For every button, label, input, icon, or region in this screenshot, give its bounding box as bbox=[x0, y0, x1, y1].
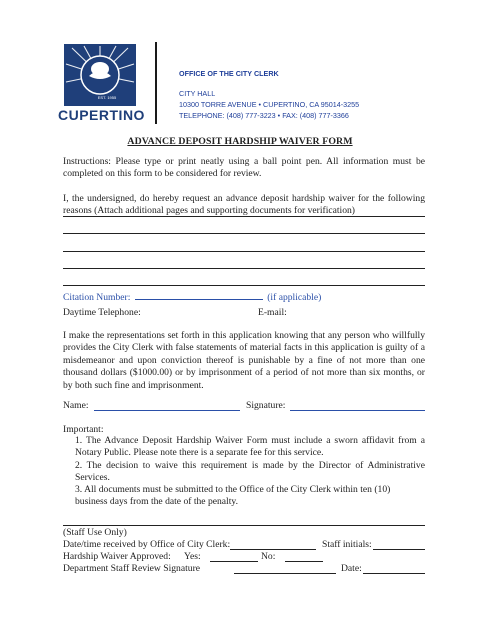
citation-number-field[interactable] bbox=[135, 299, 263, 300]
staff-heading: (Staff Use Only) bbox=[63, 527, 127, 538]
citation-label: Citation Number: bbox=[63, 292, 131, 303]
reason-line-5[interactable] bbox=[63, 285, 425, 286]
daytime-telephone-label: Daytime Telephone: bbox=[63, 307, 141, 318]
important-item-1: 1. The Advance Deposit Hardship Waiver Form must include a sworn affidavit from a Notary Public. Please note there is a separate fee for this service. bbox=[75, 435, 425, 459]
staff-initials-field[interactable] bbox=[373, 549, 425, 550]
reason-line-2[interactable] bbox=[63, 233, 425, 234]
phone-fax-line: TELEPHONE: (408) 777-3223 • FAX: (408) 777-3366 bbox=[179, 111, 349, 120]
office-title: OFFICE OF THE CITY CLERK bbox=[179, 69, 279, 78]
signature-label: Signature: bbox=[246, 400, 286, 411]
review-signature-field[interactable] bbox=[234, 573, 336, 574]
city-logo bbox=[62, 42, 152, 112]
logo-text: CUPERTINO bbox=[58, 107, 145, 123]
reason-line-4[interactable] bbox=[63, 268, 425, 269]
logo-seal-text: EST. 1955 bbox=[97, 95, 117, 100]
important-label: Important: bbox=[63, 424, 104, 435]
reason-line-3[interactable] bbox=[63, 251, 425, 252]
no-field[interactable] bbox=[285, 561, 323, 562]
name-label: Name: bbox=[63, 400, 89, 411]
citation-row bbox=[63, 292, 321, 303]
reason-line-1[interactable] bbox=[63, 216, 425, 217]
no-label: No: bbox=[261, 551, 276, 562]
waiver-approved-label: Hardship Waiver Approved: bbox=[63, 551, 171, 562]
date-received-label: Date/time received by Office of City Clerk: bbox=[63, 539, 231, 550]
important-item-3: 3. All documents must be submitted to the Office of the City Clerk within ten (10) business days from the date of the penalty. bbox=[75, 484, 391, 508]
yes-field[interactable] bbox=[210, 561, 258, 562]
date-label: Date: bbox=[341, 563, 362, 574]
date-received-field[interactable] bbox=[230, 549, 316, 550]
review-signature-label: Department Staff Review Signature bbox=[63, 563, 201, 574]
signature-field[interactable] bbox=[290, 410, 425, 411]
yes-label: Yes: bbox=[184, 551, 201, 562]
form-title: ADVANCE DEPOSIT HARDSHIP WAIVER FORM bbox=[127, 136, 353, 147]
citation-suffix: (if applicable) bbox=[267, 292, 322, 303]
name-field[interactable] bbox=[94, 410, 240, 411]
instructions-text: Instructions: Please type or print neatly using a ball point pen. All information must be completed on this form to be considered for review. bbox=[63, 156, 425, 180]
staff-divider bbox=[63, 525, 425, 526]
staff-initials-label: Staff initials: bbox=[322, 539, 372, 550]
address-line: 10300 TORRE AVENUE • CUPERTINO, CA 95014-3255 bbox=[179, 100, 360, 109]
email-label: E-mail: bbox=[258, 307, 287, 318]
city-hall-label: CITY HALL bbox=[179, 89, 216, 98]
header-divider bbox=[155, 42, 157, 124]
request-text: I, the undersigned, do hereby request an advance deposit hardship waiver for the following reasons (Attach additional pages and supporting documents for verification) bbox=[63, 193, 425, 217]
representation-text: I make the representations set forth in this application knowing that any person who willfully provides the City Clerk with false statements of material facts in this application is guilty of a misdemeanor and upon conviction thereof is punishable by a fine of not more than one thousand dollars ($1000.00) or by imprisonment of a period of not more than six months, or by both such fine and imprisonment. bbox=[63, 330, 425, 391]
important-item-2: 2. The decision to waive this requirement is made by the Director of Administrative Services. bbox=[75, 460, 425, 484]
date-field[interactable] bbox=[363, 573, 425, 574]
